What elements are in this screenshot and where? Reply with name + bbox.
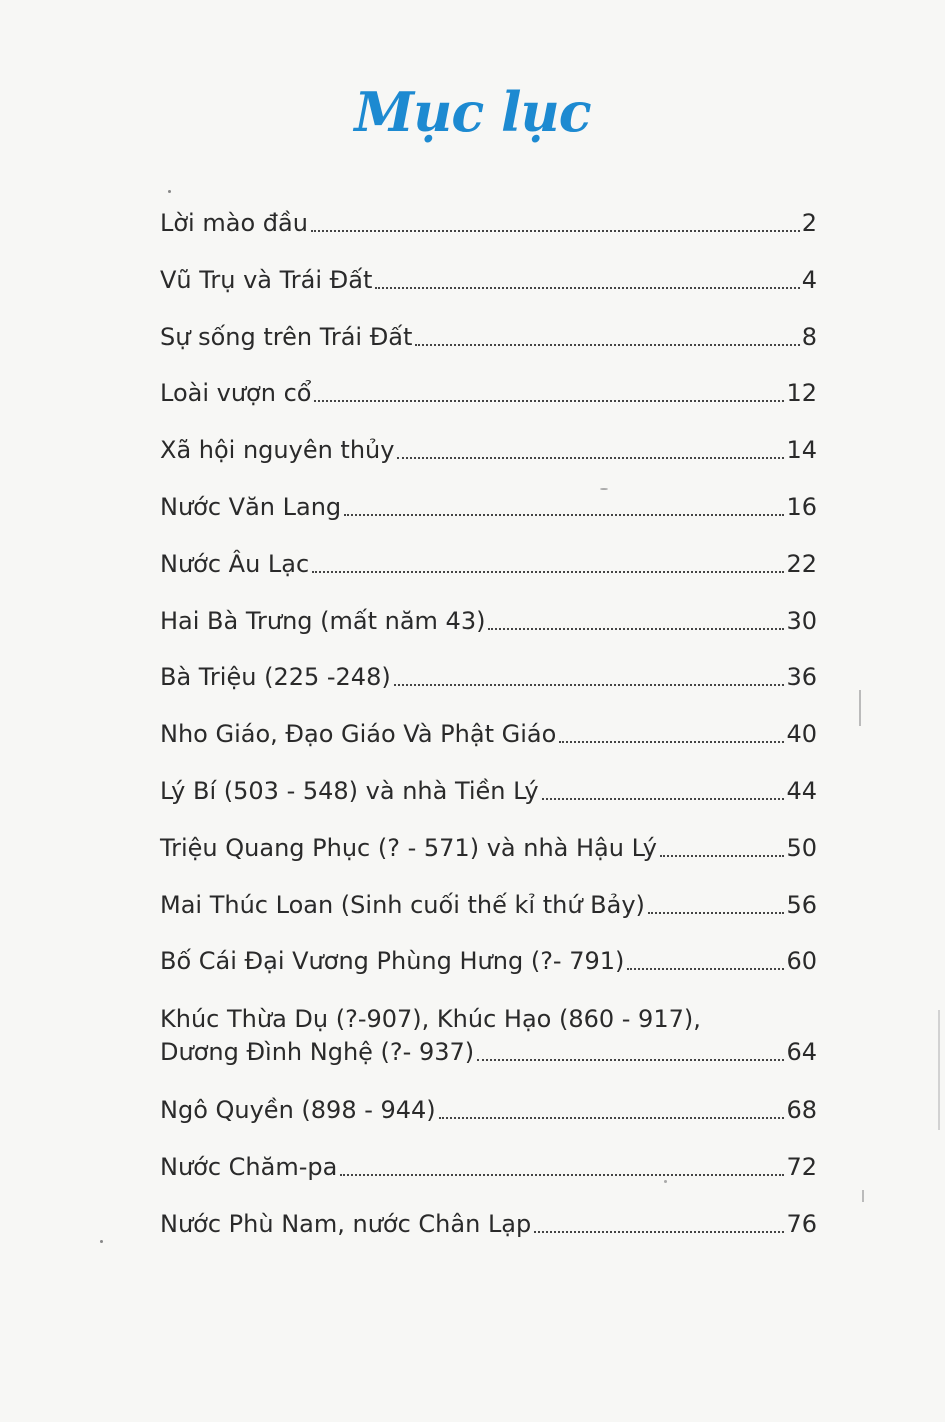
toc-entry-page: 44 (786, 776, 817, 805)
toc-entry-title: Bố Cái Đại Vương Phùng Hưng (?- 791) (160, 947, 625, 976)
dot-leader (559, 741, 784, 743)
toc-entry-page: 30 (786, 606, 817, 635)
toc-entry-page: 12 (786, 379, 817, 408)
toc-entry-page: 50 (786, 833, 817, 862)
toc-entry-page: 56 (786, 890, 817, 919)
dot-leader (394, 684, 785, 686)
scan-speck (168, 190, 171, 193)
toc-entry (160, 661, 817, 693)
dot-leader (314, 400, 784, 402)
toc-entry-title: Triệu Quang Phục (? - 571) và nhà Hậu Lý (160, 833, 657, 862)
dot-leader (477, 1059, 784, 1061)
toc-entry-title: Lý Bí (503 - 548) và nhà Tiền Lý (160, 776, 539, 805)
toc-entry-page: 14 (786, 436, 817, 465)
toc-entry-page: 40 (786, 720, 817, 749)
toc-entry-title: Lời mào đầu (160, 209, 308, 237)
toc-entry-page: 68 (786, 1096, 817, 1125)
toc-entry-title: Vũ Trụ và Trái Đất (160, 265, 373, 294)
dot-leader (488, 628, 784, 630)
toc-entry-title: Nước Âu Lạc (160, 549, 310, 578)
toc-entry (160, 491, 817, 523)
dot-leader (312, 571, 784, 573)
toc-entry-page: 2 (801, 209, 817, 237)
dot-leader (311, 230, 800, 232)
toc-entry (160, 207, 817, 239)
toc-entry (160, 264, 817, 296)
scan-speck (600, 488, 608, 490)
toc-entry-title: Hai Bà Trưng (mất năm 43) (160, 606, 486, 635)
toc-entry-title: Bà Triệu (225 -248) (160, 663, 391, 692)
toc-entry (160, 945, 817, 977)
toc-entry-page: 36 (786, 663, 817, 692)
toc-entry-page: 64 (786, 1038, 817, 1067)
toc-entry-title: Ngô Quyền (898 - 944) (160, 1096, 436, 1125)
toc-entry-title: Nho Giáo, Đạo Giáo Và Phật Giáo (160, 720, 557, 749)
toc-entry-page: 16 (786, 492, 817, 521)
toc-entry-title: Sự sống trên Trái Đất (160, 322, 413, 351)
toc-entry-title: Xã hội nguyên thủy (160, 436, 395, 465)
toc-entry-title: Nước Phù Nam, nước Chân Lạp (160, 1209, 532, 1238)
toc-entry-page: 76 (786, 1209, 817, 1238)
toc-entry-title-line2: Dương Đình Nghệ (?- 937) (160, 1038, 475, 1067)
toc-entry (160, 832, 817, 864)
table-of-contents (160, 207, 817, 1265)
dot-leader (415, 344, 799, 346)
toc-entry (160, 1094, 817, 1126)
dot-leader (340, 1174, 784, 1176)
toc-entry-title-line1: Khúc Thừa Dụ (?-907), Khúc Hạo (860 - 917), (160, 1005, 701, 1034)
dot-leader (648, 912, 785, 914)
toc-entry-page: 4 (801, 265, 817, 294)
toc-entry-page: 8 (801, 322, 817, 351)
dot-leader (627, 968, 784, 970)
toc-entry-page: 22 (786, 549, 817, 578)
toc-entry (160, 1208, 817, 1240)
scan-speck (100, 1240, 103, 1243)
toc-entry (160, 605, 817, 637)
dot-leader (542, 798, 785, 800)
toc-entry (160, 377, 817, 409)
toc-entry-title: Nước Văn Lang (160, 492, 342, 521)
toc-entry-title: Loài vượn cổ (160, 379, 312, 408)
dot-leader (344, 514, 784, 516)
dot-leader (375, 287, 799, 289)
toc-entry (160, 775, 817, 807)
toc-entry-title: Nước Chăm-pa (160, 1152, 338, 1181)
dot-leader (439, 1117, 785, 1119)
scan-edge-mark (938, 1010, 940, 1130)
toc-entry-title: Mai Thúc Loan (Sinh cuối thế kỉ thứ Bảy) (160, 890, 645, 919)
scan-speck (664, 1180, 667, 1183)
scan-edge-mark (859, 690, 861, 726)
toc-entry (160, 1002, 817, 1068)
toc-entry (160, 718, 817, 750)
toc-entry (160, 889, 817, 921)
dot-leader (660, 855, 784, 857)
dot-leader (397, 457, 784, 459)
toc-entry (160, 321, 817, 353)
toc-entry (160, 434, 817, 466)
toc-entry-page: 60 (786, 947, 817, 976)
toc-entry-page: 72 (786, 1152, 817, 1181)
scan-edge-mark (862, 1190, 864, 1202)
page-title: Mục lục (354, 80, 591, 144)
dot-leader (534, 1231, 784, 1233)
toc-entry (160, 548, 817, 580)
toc-entry (160, 1151, 817, 1183)
